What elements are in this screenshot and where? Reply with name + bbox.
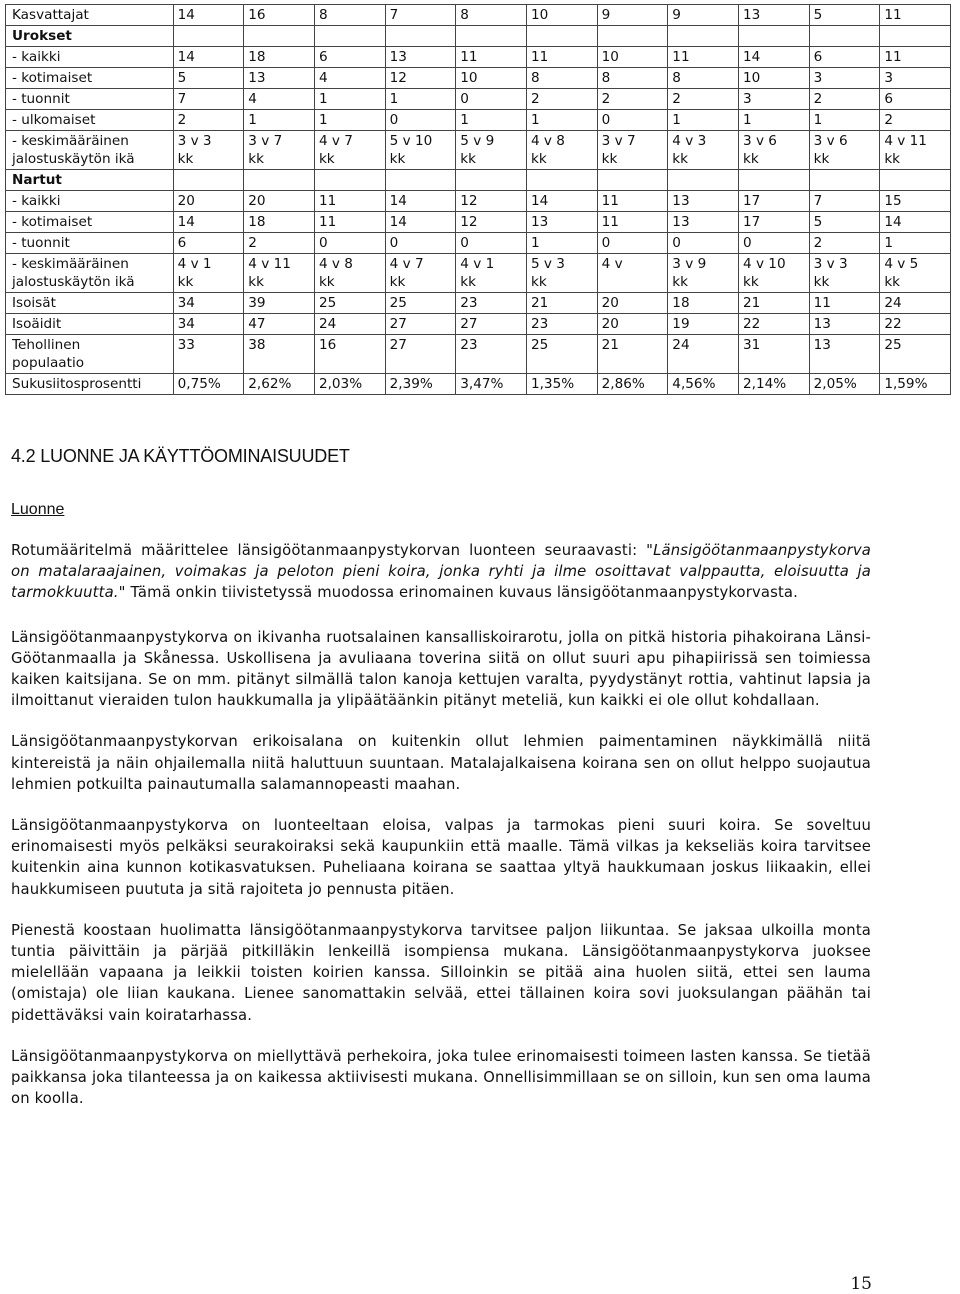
table-cell: 2,14%: [738, 374, 809, 395]
table-cell: [880, 26, 951, 47]
table-cell: 1: [314, 89, 385, 110]
body-text: [11, 540, 871, 1129]
table-cell: 14: [173, 47, 244, 68]
table-row: [6, 47, 951, 68]
table-cell: 8: [597, 68, 668, 89]
table-cell: 1: [880, 233, 951, 254]
table-cell: 4 v 1 kk: [456, 254, 527, 293]
table-cell: 2: [244, 233, 315, 254]
table-cell: 25: [314, 293, 385, 314]
table-cell: 20: [173, 191, 244, 212]
table-cell: [738, 170, 809, 191]
table-cell: 3 v 6 kk: [738, 131, 809, 170]
table-cell: 13: [668, 191, 739, 212]
table-cell: 2: [880, 110, 951, 131]
table-row: [6, 254, 951, 293]
table-cell: 1: [314, 110, 385, 131]
table-cell: 11: [314, 191, 385, 212]
table-cell: 24: [668, 335, 739, 374]
table-cell: 5 v 10 kk: [385, 131, 456, 170]
table-cell: [173, 170, 244, 191]
table-cell: 13: [668, 212, 739, 233]
table-cell: 2,86%: [597, 374, 668, 395]
table-cell: 27: [385, 314, 456, 335]
table-cell: 3: [738, 89, 809, 110]
table-cell: 6: [314, 47, 385, 68]
table-cell: 4 v 7 kk: [314, 131, 385, 170]
table-cell: [526, 170, 597, 191]
row-label-cell: Urokset: [6, 26, 174, 47]
section-heading: 4.2 LUONNE JA KÄYTTÖOMINAISUUDET: [11, 446, 350, 466]
paragraph-breed-standard: [11, 540, 871, 604]
subsection-heading-luonne: Luonne: [11, 501, 65, 518]
table-cell: 33: [173, 335, 244, 374]
table-cell: 2: [668, 89, 739, 110]
table-cell: 38: [244, 335, 315, 374]
table-cell: 34: [173, 314, 244, 335]
row-label-cell: Tehollinen populaatio: [6, 335, 174, 374]
paragraph-intro: Rotumääritelmä määrittelee länsigöötanmaanpystykorvan luonteen seuraavasti:: [11, 542, 647, 559]
table-cell: 0: [385, 110, 456, 131]
table-cell: 3 v 6 kk: [809, 131, 880, 170]
table-cell: 3 v 3 kk: [809, 254, 880, 293]
table-cell: 16: [244, 5, 315, 26]
table-cell: 2: [809, 89, 880, 110]
table-row: [6, 335, 951, 374]
table-cell: 12: [456, 191, 527, 212]
table-cell: 3 v 7 kk: [244, 131, 315, 170]
table-cell: 4: [244, 89, 315, 110]
row-label-cell: - kotimaiset: [6, 68, 174, 89]
table-cell: 1: [385, 89, 456, 110]
paragraph-herding: Länsigöötanmaanpystykorvan erikoisalana on kuitenkin ollut lehmien paimentaminen näykkimällä niitä kintereistä ja näin ohjailemalla niitä haluttuun suuntaan. Matalajalkaisena koirana sen on ollut helppo suojautua lehmien potkuilta painautumalla salamannopeasti maahan.: [11, 733, 871, 793]
table-cell: 1,59%: [880, 374, 951, 395]
table-cell: 5: [809, 212, 880, 233]
table-cell: 7: [385, 5, 456, 26]
table-cell: 11: [668, 47, 739, 68]
table-cell: [809, 170, 880, 191]
table-cell: [809, 26, 880, 47]
table-cell: 14: [173, 5, 244, 26]
table-cell: [456, 26, 527, 47]
table-cell: 4 v 5 kk: [880, 254, 951, 293]
table-row: [6, 212, 951, 233]
table-cell: 4 v 11 kk: [244, 254, 315, 293]
table-cell: 2: [809, 233, 880, 254]
table-cell: 4 v 8 kk: [526, 131, 597, 170]
table-cell: 1: [526, 110, 597, 131]
table-cell: 12: [385, 68, 456, 89]
row-label-cell: - kaikki: [6, 47, 174, 68]
table-cell: 7: [809, 191, 880, 212]
table-cell: [385, 170, 456, 191]
table-cell: 39: [244, 293, 315, 314]
table-cell: 3 v 7 kk: [597, 131, 668, 170]
standard-quote: "Länsigöötanmaanpystykorva on matalaraajainen, voimakas ja peloton pieni koira, jonka ryhti ja ilme osoittavat valppautta, eloisuutta ja tarmokkuutta.": [11, 542, 871, 602]
table-row: [6, 374, 951, 395]
table-cell: 3: [880, 68, 951, 89]
table-cell: 4 v 3 kk: [668, 131, 739, 170]
row-label-cell: Sukusiitosprosentti: [6, 374, 174, 395]
table-cell: 1: [738, 110, 809, 131]
table-cell: 10: [526, 5, 597, 26]
table-cell: 11: [314, 212, 385, 233]
table-cell: [385, 26, 456, 47]
table-cell: 1: [668, 110, 739, 131]
table-section-row: [6, 26, 951, 47]
table-cell: 1: [456, 110, 527, 131]
table-cell: 13: [809, 335, 880, 374]
table-cell: 14: [738, 47, 809, 68]
table-cell: 11: [456, 47, 527, 68]
table-cell: 11: [597, 212, 668, 233]
table-cell: 16: [314, 335, 385, 374]
table-cell: 6: [173, 233, 244, 254]
table-cell: 23: [456, 293, 527, 314]
table-cell: 0: [456, 233, 527, 254]
table-cell: [456, 170, 527, 191]
table-row: [6, 293, 951, 314]
table-cell: 0: [597, 110, 668, 131]
paragraph-temperament: Länsigöötanmaanpystykorva on luonteeltaan eloisa, valpas ja tarmokas pieni suuri koira. Se soveltuu erinomaisesti myös pelkäksi seurakoiraksi sekä kaupunkiin että maalle. Tämä vilkas ja kekseliäs koira tarvitsee kuitenkin aina kunnon kotikasvatuksen. Puheliaana koirana se saattaa yltyä haukkumaan joskus liikaakin, ellei haukkumiseen puututa ja sitä rajoiteta jo pennusta pitäen.: [11, 817, 871, 898]
row-label-cell: - ulkomaiset: [6, 110, 174, 131]
table-cell: 34: [173, 293, 244, 314]
row-label-cell: - kaikki: [6, 191, 174, 212]
table-cell: 2,39%: [385, 374, 456, 395]
table-cell: 5 v 9 kk: [456, 131, 527, 170]
table-cell: 21: [738, 293, 809, 314]
row-label-cell: Kasvattajat: [6, 5, 174, 26]
row-label-cell: - keskimääräinen jalostuskäytön ikä: [6, 254, 174, 293]
table-cell: 5: [173, 68, 244, 89]
table-cell: 5: [809, 5, 880, 26]
table-cell: 31: [738, 335, 809, 374]
table-cell: 4 v 11 kk: [880, 131, 951, 170]
table-cell: 0: [738, 233, 809, 254]
table-cell: 2,05%: [809, 374, 880, 395]
table-cell: 1: [244, 110, 315, 131]
table-cell: 3 v 3 kk: [173, 131, 244, 170]
table-cell: 14: [526, 191, 597, 212]
table-cell: 14: [173, 212, 244, 233]
table-cell: 4,56%: [668, 374, 739, 395]
table-cell: [244, 26, 315, 47]
table-cell: 0,75%: [173, 374, 244, 395]
table-cell: 25: [880, 335, 951, 374]
table-cell: 10: [456, 68, 527, 89]
table-cell: 2,03%: [314, 374, 385, 395]
table-cell: [314, 26, 385, 47]
table-cell: 21: [526, 293, 597, 314]
table-row: [6, 5, 951, 26]
table-cell: 13: [738, 5, 809, 26]
table-cell: 13: [526, 212, 597, 233]
table-cell: 25: [526, 335, 597, 374]
table-cell: 0: [597, 233, 668, 254]
table-cell: 12: [456, 212, 527, 233]
table-cell: 20: [597, 293, 668, 314]
table-cell: 9: [668, 5, 739, 26]
paragraph-exercise: Pienestä koostaan huolimatta länsigöötanmaanpystykorva tarvitsee paljon liikuntaa. Se jaksaa ulkoilla monta tuntia päivittäin ja pärjää pitkilläkin lenkeillä isompiensa mukana. Länsigöötanmaanpystykorva juoksee mielellään vapaana ja leikkii toisten koirien kanssa. Silloinkin se pitää aina huolen siitä, ettei sen lauma (omistaja) ole liian kaukana. Lienee sanomattakin selvää, ettei tällainen koira sovi juoksulangan päähän tai pidettäväksi vain koiratarhassa.: [11, 921, 871, 1024]
table-cell: 3: [809, 68, 880, 89]
table-cell: 1: [526, 233, 597, 254]
row-label-cell: - tuonnit: [6, 89, 174, 110]
table-cell: 22: [880, 314, 951, 335]
table-cell: 18: [668, 293, 739, 314]
table-cell: 27: [385, 335, 456, 374]
table-cell: 47: [244, 314, 315, 335]
table-row: [6, 233, 951, 254]
page-number: 15: [850, 1274, 872, 1294]
table-cell: [597, 26, 668, 47]
table-cell: 4 v 7 kk: [385, 254, 456, 293]
table-cell: [738, 26, 809, 47]
table-cell: [173, 26, 244, 47]
table-cell: 23: [456, 335, 527, 374]
table-cell: 6: [809, 47, 880, 68]
table-cell: [244, 170, 315, 191]
table-cell: 11: [597, 191, 668, 212]
table-cell: 20: [597, 314, 668, 335]
table-cell: 23: [526, 314, 597, 335]
row-label-cell: - tuonnit: [6, 233, 174, 254]
row-label-cell: - keskimääräinen jalostuskäytön ikä: [6, 131, 174, 170]
table-cell: 17: [738, 191, 809, 212]
table-cell: 0: [385, 233, 456, 254]
table-cell: 13: [244, 68, 315, 89]
table-cell: 2: [597, 89, 668, 110]
table-cell: 2,62%: [244, 374, 315, 395]
table-cell: 14: [385, 191, 456, 212]
table-cell: 1: [809, 110, 880, 131]
table-row: [6, 314, 951, 335]
breeding-statistics-table: [5, 4, 951, 395]
table-cell: 0: [314, 233, 385, 254]
table-cell: 0: [456, 89, 527, 110]
table-cell: 8: [314, 5, 385, 26]
table-row: [6, 110, 951, 131]
table-cell: 27: [456, 314, 527, 335]
paragraph-summary: Tämä onkin tiivistetyssä muodossa erinomainen kuvaus länsigöötanmaanpystykorvasta.: [125, 584, 798, 602]
table-cell: 8: [668, 68, 739, 89]
table-cell: 11: [880, 47, 951, 68]
table-cell: 11: [880, 5, 951, 26]
table-cell: 8: [526, 68, 597, 89]
table-cell: [668, 26, 739, 47]
table-cell: [597, 170, 668, 191]
table-row: [6, 131, 951, 170]
row-label-cell: - kotimaiset: [6, 212, 174, 233]
table-cell: 7: [173, 89, 244, 110]
row-label-cell: Isoisät: [6, 293, 174, 314]
table-cell: 11: [809, 293, 880, 314]
table-cell: 13: [385, 47, 456, 68]
table-cell: 13: [809, 314, 880, 335]
table-cell: [314, 170, 385, 191]
table-cell: 19: [668, 314, 739, 335]
table-cell: 20: [244, 191, 315, 212]
table-row: [6, 89, 951, 110]
table-cell: 10: [738, 68, 809, 89]
table-cell: 0: [668, 233, 739, 254]
table-cell: [668, 170, 739, 191]
table-cell: 3,47%: [456, 374, 527, 395]
table-cell: 2: [526, 89, 597, 110]
table-cell: 22: [738, 314, 809, 335]
table-cell: 8: [456, 5, 527, 26]
table-row: [6, 68, 951, 89]
table-cell: 4 v 10 kk: [738, 254, 809, 293]
table-cell: 4 v: [597, 254, 668, 293]
table-cell: 25: [385, 293, 456, 314]
table-cell: 15: [880, 191, 951, 212]
table-cell: [880, 170, 951, 191]
table-cell: 18: [244, 47, 315, 68]
table-row: [6, 191, 951, 212]
table-cell: 24: [880, 293, 951, 314]
table-cell: 21: [597, 335, 668, 374]
table-cell: 17: [738, 212, 809, 233]
table-cell: 2: [173, 110, 244, 131]
table-cell: 18: [244, 212, 315, 233]
table-cell: [526, 26, 597, 47]
table-cell: 11: [526, 47, 597, 68]
table-cell: 3 v 9 kk: [668, 254, 739, 293]
table-section-row: [6, 170, 951, 191]
table-cell: 10: [597, 47, 668, 68]
table-cell: 14: [385, 212, 456, 233]
table-cell: 6: [880, 89, 951, 110]
table-cell: 5 v 3 kk: [526, 254, 597, 293]
table-cell: 4 v 1 kk: [173, 254, 244, 293]
paragraph-history: Länsigöötanmaanpystykorva on ikivanha ruotsalainen kansalliskoirarotu, jolla on pitkä historia pihakoirana Länsi-Göötanmaalla ja Skånessa. Uskollisena ja avuliaana toverina siitä on ollut suuri apu pihapiirissä sen toimiessa kaiken kaitsijana. Se on mm. pitänyt silmällä talon kanoja kettujen varalta, pyydystänyt rottia, vahtinut lapsia ja ilmoittanut vieraiden tulon haukkumalla ja ylipäätäänkin pitänyt meteliä, kun kaikki ei ole ollut kohdallaan.: [11, 628, 871, 710]
paragraph-family-dog: Länsigöötanmaanpystykorva on miellyttävä perhekoira, joka tulee erinomaisesti toimeen lasten kanssa. Se tietää paikkansa joka tilanteessa ja on kaikessa aktiivisesti mukana. Onnellisimmillaan se on silloin, kun sen oma lauma on koolla.: [11, 1047, 871, 1108]
table-cell: 4: [314, 68, 385, 89]
table-cell: 1,35%: [526, 374, 597, 395]
row-label-cell: Isoäidit: [6, 314, 174, 335]
table-cell: 24: [314, 314, 385, 335]
row-label-cell: Nartut: [6, 170, 174, 191]
table-cell: 9: [597, 5, 668, 26]
table-cell: 14: [880, 212, 951, 233]
table-cell: 4 v 8 kk: [314, 254, 385, 293]
